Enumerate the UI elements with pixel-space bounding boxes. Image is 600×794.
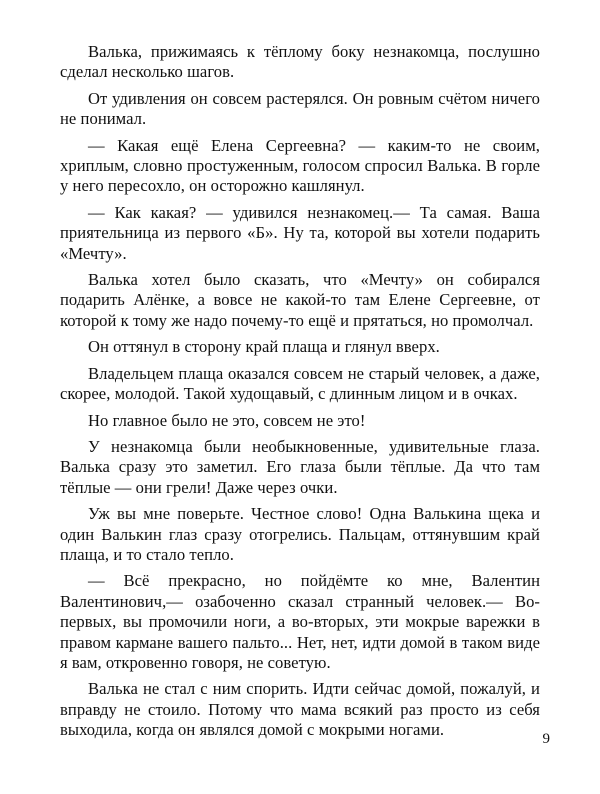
paragraph: — Всё прекрасно, но пойдёмте ко мне, Валентин Валентинович,— озабоченно сказал странный человек.— Во-первых, вы промочили ноги, а во-вторых, эти мокрые варежки в правом кармане вашего пальто... Нет, нет, идти домой в таком виде я вам, откровенно говоря, не советую. bbox=[60, 571, 540, 672]
paragraph: Валька, прижимаясь к тёплому боку незнакомца, послушно сделал несколько шагов. bbox=[60, 42, 540, 82]
page-number: 9 bbox=[542, 731, 550, 747]
paragraph: — Какая ещё Елена Сергеевна? — каким-то не своим, хриплым, словно простуженным, голосом спросил Валька. В горле у него пересохло, он осторожно кашлянул. bbox=[60, 135, 540, 196]
paragraph: От удивления он совсем растерялся. Он ровным счётом ничего не понимал. bbox=[60, 88, 540, 129]
paragraph: Владельцем плаща оказался совсем не старый человек, а даже, скорее, молодой. Такой худощавый, с длинным лицом и в очках. bbox=[60, 363, 540, 404]
paragraph: Уж вы мне поверьте. Честное слово! Одна Валькина щека и один Валькин глаз сразу отогрелись. Пальцам, оттянувшим край плаща, и то стало тепло. bbox=[60, 504, 540, 564]
paragraph: Валька хотел было сказать, что «Мечту» он собирался подарить Алёнке, а вовсе не какой-то там Елене Сергеевне, от которой к тому же надо почему-то ещё и прятаться, но промолчал. bbox=[60, 270, 540, 330]
paragraph: Он оттянул в сторону край плаща и глянул вверх. bbox=[88, 337, 440, 357]
page-text bbox=[60, 42, 540, 747]
paragraph: Валька не стал с ним спорить. Идти сейчас домой, пожалуй, и вправду не стоило. Потому что мама всякий раз просто из себя выходила, когда он являлся домой с мокрыми ногами. bbox=[60, 679, 540, 740]
paragraph: У незнакомца были необыкновенные, удивительные глаза. Валька сразу это заметил. Его глаза были тёплые. Да что там тёплые — они грели! Даже через очки. bbox=[60, 436, 540, 497]
paragraph: Но главное было не это, совсем не это! bbox=[88, 410, 366, 430]
paragraph: — Как какая? — удивился незнакомец.— Та самая. Ваша приятельница из первого «Б». Ну та, которой вы хотели подарить «Мечту». bbox=[60, 202, 540, 263]
